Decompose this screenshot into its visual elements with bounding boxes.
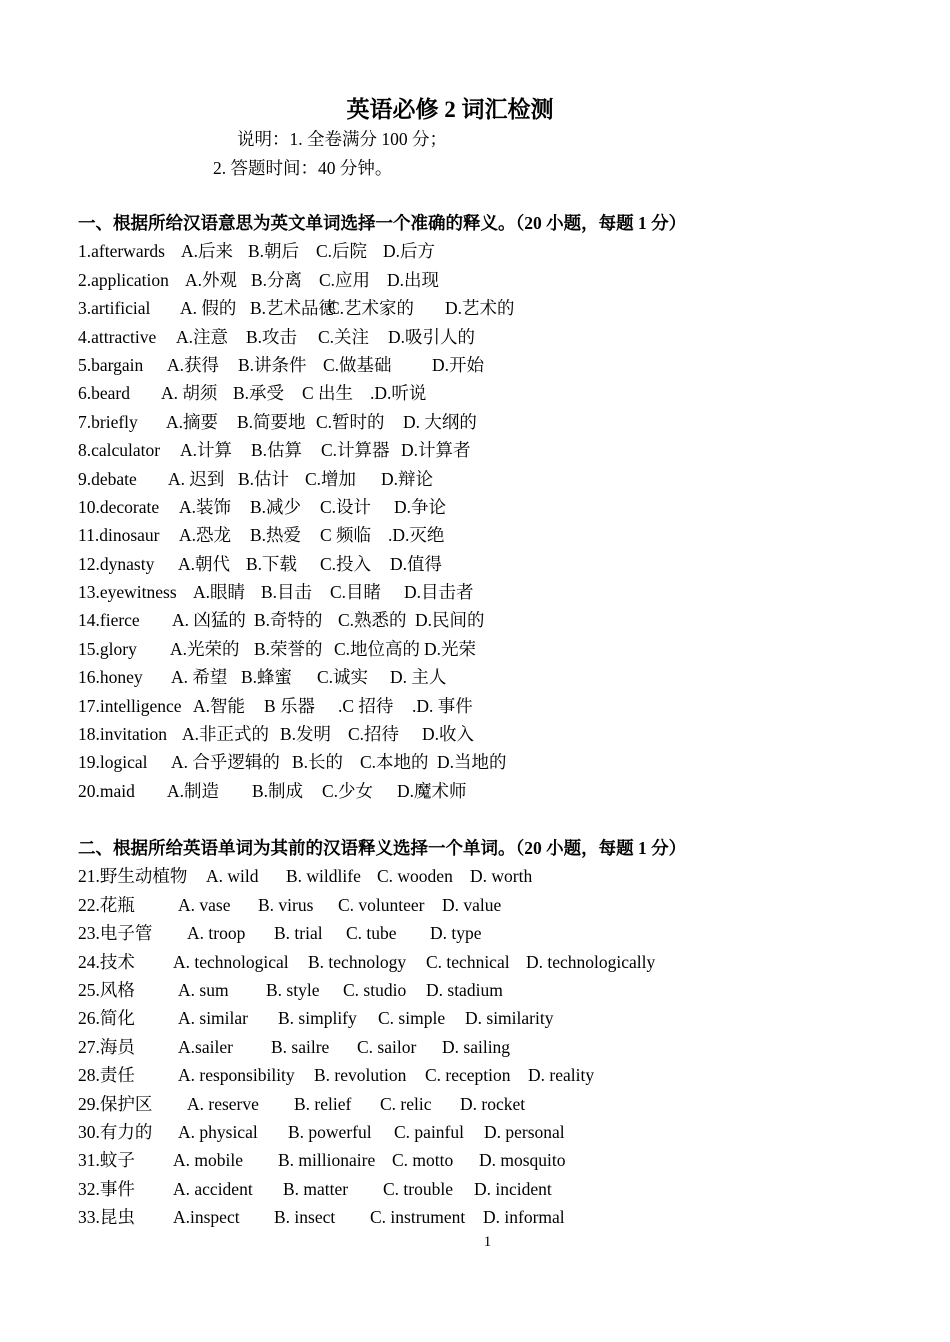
option-c: C.熟悉的 (338, 610, 407, 631)
question-stem: 30.有力的 (78, 1121, 153, 1142)
option-d: D. sailing (442, 1036, 511, 1057)
option-b: B. insect (274, 1207, 336, 1228)
section-1-question-8 (78, 436, 918, 464)
option-d: D.计算者 (401, 440, 471, 461)
option-c: C. tube (346, 923, 397, 944)
section-1-question-10 (78, 493, 918, 521)
option-c: C 频临 (320, 525, 372, 546)
section-1-question-17 (78, 692, 918, 720)
section-2-question-5 (78, 976, 918, 1004)
option-b: B.承受 (233, 383, 285, 404)
option-c: C.本地的 (360, 752, 429, 773)
option-b: B. technology (308, 951, 407, 972)
option-d: .D.听说 (370, 383, 427, 404)
instructions-line-2: 2. 答题时间：40 分钟。 (213, 158, 393, 178)
section-2 (78, 834, 918, 1231)
question-stem: 31.蚊子 (78, 1150, 135, 1171)
option-a: A.眼睛 (193, 582, 246, 603)
option-a: A. reserve (187, 1093, 259, 1114)
section-1-question-20 (78, 777, 918, 805)
section-2-question-11 (78, 1146, 918, 1174)
option-a: A. physical (178, 1121, 258, 1142)
option-a: A. 迟到 (168, 468, 225, 489)
option-a: A.inspect (173, 1207, 240, 1228)
question-stem: 11.dinosaur (78, 525, 160, 546)
option-d: D.当地的 (437, 752, 507, 773)
question-stem: 24.技术 (78, 951, 135, 972)
section-2-question-list (78, 862, 918, 1231)
option-b: B.艺术品德 (250, 298, 337, 319)
option-c: .C 招待 (338, 695, 394, 716)
option-b: B. millionaire (278, 1150, 376, 1171)
section-2-question-2 (78, 891, 918, 919)
option-d: D.争论 (394, 496, 447, 517)
question-stem: 27.海员 (78, 1036, 135, 1057)
option-b: B.朝后 (248, 241, 300, 262)
page-number: 1 (483, 1234, 492, 1250)
option-c: C. relic (380, 1093, 432, 1114)
option-d: D. stadium (426, 979, 503, 1000)
option-b: B 乐器 (264, 695, 316, 716)
option-b: B.减少 (250, 496, 302, 517)
option-a: A. 凶猛的 (172, 610, 246, 631)
option-c: C.目睹 (330, 582, 382, 603)
option-a: A.注意 (176, 326, 229, 347)
option-d: D. personal (484, 1121, 565, 1142)
option-c: C.关注 (318, 326, 370, 347)
option-c: C.少女 (322, 780, 374, 801)
option-c: C.计算器 (321, 440, 390, 461)
section-1-question-12 (78, 550, 918, 578)
section-2-question-13 (78, 1203, 918, 1231)
section-1-question-6 (78, 379, 918, 407)
option-c: C.暂时的 (316, 411, 385, 432)
section-1-question-9 (78, 465, 918, 493)
option-b: B.蜂蜜 (241, 667, 293, 688)
option-a: A.恐龙 (179, 525, 232, 546)
option-a: A. technological (173, 951, 289, 972)
section-2-question-6 (78, 1004, 918, 1032)
question-stem: 29.保护区 (78, 1093, 153, 1114)
section-1-question-4 (78, 323, 918, 351)
option-b: B.下载 (246, 553, 298, 574)
option-d: D. technologically (526, 951, 656, 972)
option-b: B.估算 (251, 440, 303, 461)
option-c: C. volunteer (338, 894, 425, 915)
section-1-heading: 一、根据所给汉语意思为英文单词选择一个准确的释义。（20 小题，每题 1 分） (78, 213, 687, 233)
option-a: A.装饰 (179, 496, 232, 517)
option-b: B.简要地 (237, 411, 306, 432)
option-d: D.民间的 (415, 610, 485, 631)
option-b: B.攻击 (246, 326, 298, 347)
option-d: D. mosquito (479, 1150, 566, 1171)
option-a: A. wild (206, 866, 259, 887)
section-2-question-9 (78, 1090, 918, 1118)
section-2-question-1 (78, 862, 918, 890)
option-d: D. worth (470, 866, 533, 887)
option-c: C. painful (394, 1121, 464, 1142)
option-b: B. revolution (314, 1065, 407, 1086)
option-b: B. simplify (278, 1008, 357, 1029)
option-b: B.讲条件 (238, 354, 307, 375)
option-c: C. reception (425, 1065, 511, 1086)
option-c: C.诚实 (317, 667, 369, 688)
section-2-question-4 (78, 948, 918, 976)
option-b: B.热爱 (250, 525, 302, 546)
section-1-question-2 (78, 266, 918, 294)
option-b: B. virus (258, 894, 314, 915)
option-b: B.分离 (251, 269, 303, 290)
section-1-question-18 (78, 720, 918, 748)
option-b: B.估计 (238, 468, 290, 489)
question-stem: 3.artificial (78, 298, 151, 319)
question-stem: 32.事件 (78, 1178, 135, 1199)
question-stem: 8.calculator (78, 440, 161, 461)
question-stem: 33.昆虫 (78, 1207, 135, 1228)
option-c: C 出生 (302, 383, 354, 404)
option-d: D. informal (483, 1207, 565, 1228)
option-d: D.魔术师 (397, 780, 467, 801)
question-stem: 7.briefly (78, 411, 138, 432)
option-d: D.值得 (390, 553, 443, 574)
option-c: C. instrument (370, 1207, 466, 1228)
option-d: D. reality (528, 1065, 595, 1086)
option-a: A. mobile (173, 1150, 243, 1171)
option-a: A. similar (178, 1008, 248, 1029)
question-stem: 25.风格 (78, 979, 135, 1000)
option-a: A.获得 (167, 354, 220, 375)
option-b: B. powerful (288, 1121, 372, 1142)
section-2-heading: 二、根据所给英语单词为其前的汉语释义选择一个单词。（20 小题，每题 1 分） (78, 838, 687, 858)
section-1-question-14 (78, 606, 918, 634)
option-b: B. sailre (271, 1036, 330, 1057)
option-b: B. trial (274, 923, 323, 944)
option-c: C.后院 (316, 241, 368, 262)
question-stem: 26.简化 (78, 1008, 135, 1029)
option-a: A.外观 (185, 269, 238, 290)
option-a: A.朝代 (178, 553, 231, 574)
option-c: C.设计 (320, 496, 372, 517)
option-b: B.制成 (252, 780, 304, 801)
option-b: B.发明 (280, 724, 332, 745)
question-stem: 22.花瓶 (78, 894, 135, 915)
option-d: D. incident (474, 1178, 552, 1199)
section-1-question-7 (78, 408, 918, 436)
section-1-question-13 (78, 578, 918, 606)
option-a: A.sailer (178, 1036, 233, 1057)
option-a: A.非正式的 (182, 724, 270, 745)
option-a: A. 希望 (171, 667, 228, 688)
option-d: D. type (430, 923, 482, 944)
question-stem: 9.debate (78, 468, 137, 489)
option-d: D.开始 (432, 354, 485, 375)
question-stem: 13.eyewitness (78, 582, 177, 603)
option-c: C. technical (426, 951, 510, 972)
section-2-question-3 (78, 919, 918, 947)
option-a: A. troop (187, 923, 246, 944)
option-b: B.奇特的 (254, 610, 323, 631)
option-b: B. wildlife (286, 866, 361, 887)
option-d: D.后方 (383, 241, 436, 262)
option-a: A. vase (178, 894, 231, 915)
option-b: B. relief (294, 1093, 352, 1114)
option-b: B. style (266, 979, 320, 1000)
question-stem: 16.honey (78, 667, 143, 688)
instructions-line-1: 说明：1. 全卷满分 100 分； (237, 129, 447, 149)
option-d: D. value (442, 894, 502, 915)
option-b: B.荣誉的 (254, 638, 323, 659)
section-2-question-7 (78, 1033, 918, 1061)
section-1-question-list (78, 237, 918, 805)
section-1-question-15 (78, 635, 918, 663)
option-a: A. 胡须 (161, 383, 218, 404)
option-c: C.艺术家的 (328, 298, 415, 319)
option-c: C.做基础 (323, 354, 392, 375)
option-d: D. rocket (460, 1093, 526, 1114)
option-c: C. trouble (383, 1178, 453, 1199)
section-1-question-16 (78, 663, 918, 691)
option-d: D.艺术的 (445, 298, 515, 319)
page-title: 英语必修 2 词汇检测 (346, 97, 554, 122)
option-c: C.招待 (348, 724, 400, 745)
option-c: C. wooden (377, 866, 453, 887)
option-a: A. 假的 (180, 298, 237, 319)
option-b: B.长的 (292, 752, 344, 773)
option-a: A.光荣的 (170, 638, 240, 659)
option-a: A.后来 (181, 241, 234, 262)
question-stem: 20.maid (78, 780, 135, 801)
question-stem: 19.logical (78, 752, 148, 773)
section-1-question-3 (78, 294, 918, 322)
question-stem: 1.afterwards (78, 241, 165, 262)
question-stem: 5.bargain (78, 354, 144, 375)
question-stem: 15.glory (78, 638, 137, 659)
option-a: A. 合乎逻辑的 (171, 752, 280, 773)
option-a: A.摘要 (166, 411, 219, 432)
question-stem: 21.野生动植物 (78, 866, 188, 887)
option-c: C.增加 (305, 468, 357, 489)
option-a: A. responsibility (178, 1065, 295, 1086)
question-stem: 12.dynasty (78, 553, 155, 574)
section-1-question-19 (78, 748, 918, 776)
question-stem: 23.电子管 (78, 923, 153, 944)
option-d: D. 主人 (390, 667, 447, 688)
question-stem: 6.beard (78, 383, 130, 404)
option-c: C.投入 (320, 553, 372, 574)
option-a: A.计算 (180, 440, 233, 461)
option-d: D. similarity (465, 1008, 554, 1029)
option-d: D.吸引人的 (388, 326, 476, 347)
option-b: B.目击 (261, 582, 313, 603)
option-c: C. motto (392, 1150, 454, 1171)
question-stem: 4.attractive (78, 326, 157, 347)
option-d: D. 大纲的 (403, 411, 477, 432)
section-1-question-1 (78, 237, 918, 265)
option-d: D.目击者 (404, 582, 474, 603)
option-c: C. simple (378, 1008, 446, 1029)
option-d: D.出现 (387, 269, 440, 290)
section-1-question-5 (78, 351, 918, 379)
question-stem: 28.责任 (78, 1065, 135, 1086)
option-c: C.地位高的 (334, 638, 421, 659)
option-d: .D.灭绝 (388, 525, 445, 546)
question-stem: 10.decorate (78, 496, 160, 517)
option-c: C. studio (343, 979, 407, 1000)
option-a: A. sum (178, 979, 229, 1000)
section-1-question-11 (78, 521, 918, 549)
section-2-question-8 (78, 1061, 918, 1089)
option-c: C. sailor (357, 1036, 417, 1057)
option-b: B. matter (283, 1178, 349, 1199)
section-2-question-12 (78, 1175, 918, 1203)
section-1 (78, 209, 918, 805)
question-stem: 2.application (78, 269, 169, 290)
option-a: A. accident (173, 1178, 253, 1199)
option-d: D.光荣 (424, 638, 477, 659)
option-a: A.制造 (167, 780, 220, 801)
question-stem: 18.invitation (78, 724, 167, 745)
option-c: C.应用 (319, 269, 371, 290)
option-a: A.智能 (193, 695, 246, 716)
option-d: .D. 事件 (412, 695, 473, 716)
section-2-question-10 (78, 1118, 918, 1146)
question-stem: 17.intelligence (78, 695, 182, 716)
option-d: D.收入 (422, 724, 475, 745)
option-d: D.辩论 (381, 468, 434, 489)
question-stem: 14.fierce (78, 610, 140, 631)
